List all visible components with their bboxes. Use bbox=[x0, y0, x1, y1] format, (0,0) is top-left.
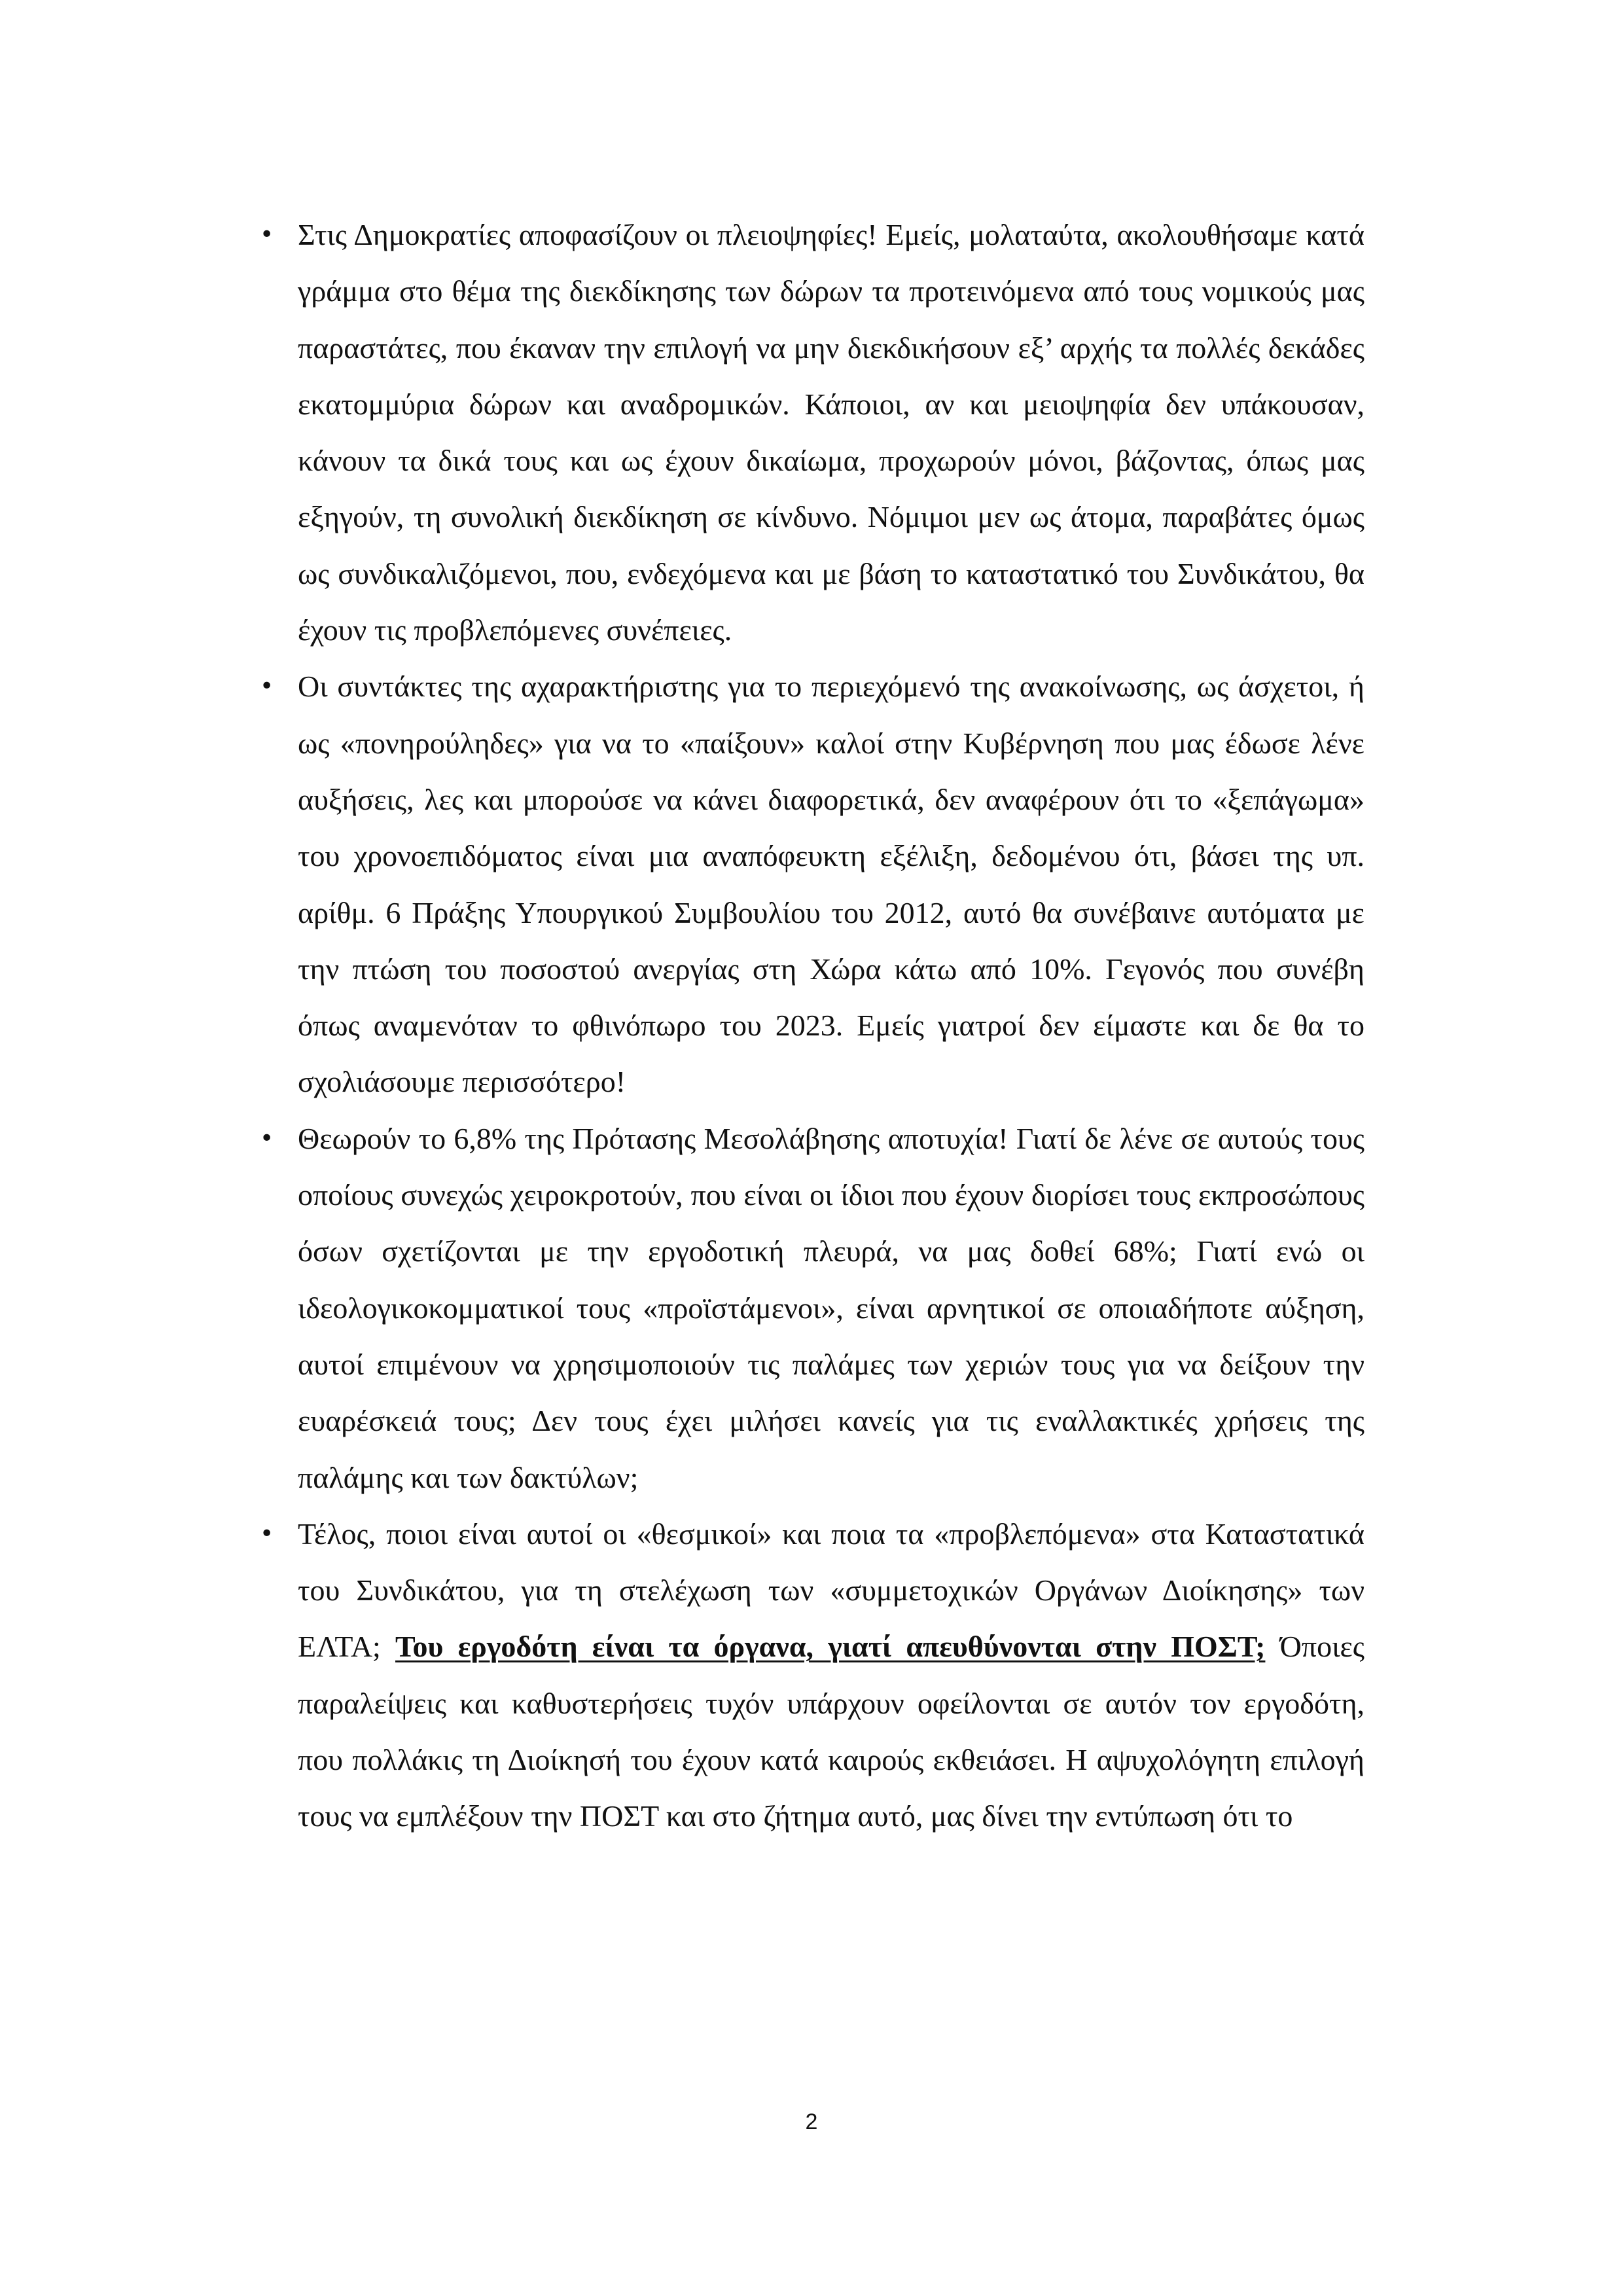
page-number: 2 bbox=[805, 2109, 818, 2134]
paragraph-announcement-authors: Οι συντάκτες της αχαρακτήριστης για το περιεχόμενό της ανακοίνωσης, ως άσχετοι, ή ως «πονηρούληδες» για να το «παίξουν» καλοί στην Κυβέρνηση που μας έδωσε λένε αυξήσεις, λες και μπορούσε να κάνει διαφορετικά, δεν αναφέρουν ότι το «ξεπάγωμα» του χρονοεπιδόματος είναι μια αναπόφευκτη εξέλιξη, δεδομένου ότι, βάσει της υπ. αρίθμ. 6 Πράξης Υπουργικού Συμβουλίου του 2012, αυτό θα συνέβαινε αυτόματα με την πτώση του ποσοστού ανεργίας στη Χώρα κάτω από 10%. Γεγονός που συνέβη όπως αναμενόταν το φθινόπωρο του 2023. Εμείς γιατροί δεν είμαστε και δε θα το σχολιάσουμε περισσότερο! bbox=[298, 670, 1364, 1099]
list-item bbox=[260, 1111, 1364, 1506]
bullet-icon: • bbox=[260, 673, 274, 700]
list-item bbox=[260, 1506, 1364, 1845]
paragraph-institutional-bodies bbox=[298, 1506, 1364, 1845]
bullet-icon: • bbox=[260, 1520, 274, 1547]
emphasized-question: Του εργοδότη είναι τα όργανα, γιατί απευθύνονται στην ΠΟΣΤ; bbox=[395, 1630, 1266, 1664]
paragraph-majorities: Στις Δημοκρατίες αποφασίζουν οι πλειοψηφίες! Εμείς, μολαταύτα, ακολουθήσαμε κατά γράμμα στο θέμα της διεκδίκησης των δώρων τα προτεινόμενα από τους νομικούς μας παραστάτες, που έκαναν την επιλογή να μην διεκδικήσουν εξ’ αρχής τα πολλές δεκάδες εκατομμύρια δώρων και αναδρομικών. Κάποιοι, αν και μειοψηφία δεν υπάκουσαν, κάνουν τα δικά τους και ως έχουν δικαίωμα, προχωρούν μόνοι, βάζοντας, όπως μας εξηγούν, τη συνολική διεκδίκηση σε κίνδυνο. Νόμιμοι μεν ως άτομα, παραβάτες όμως ως συνδικαλιζόμενοι, που, ενδεχόμενα και με βάση το καταστατικό του Συνδικάτου, θα έχουν τις προβλεπόμενες συνέπειες. bbox=[298, 218, 1364, 647]
document-body bbox=[260, 207, 1364, 1845]
paragraph-text-after: Όποιες παραλείψεις και καθυστερήσεις τυχόν υπάρχουν οφείλονται σε αυτόν τον εργοδότη, που πολλάκις τη Διοίκησή του έχουν κατά καιρούς εκθειάσει. Η αψυχολόγητη επιλογή τους να εμπλέξουν την ΠΟΣΤ και στο ζήτημα αυτό, μας δίνει την εντύπωση ότι το bbox=[298, 1630, 1364, 1833]
paragraph-mediation-proposal: Θεωρούν το 6,8% της Πρότασης Μεσολάβησης αποτυχία! Γιατί δε λένε σε αυτούς τους οποίους συνεχώς χειροκροτούν, που είναι οι ίδιοι που έχουν διορίσει τους εκπροσώπους όσων σχετίζονται με την εργοδοτική πλευρά, να μας δοθεί 68%; Γιατί ενώ οι ιδεολογικοκομματικοί τους «προϊστάμενοι», είναι αρνητικοί σε οποιαδήποτε αύξηση, αυτοί επιμένουν να χρησιμοποιούν τις παλάμες των χεριών τους για να δείξουν την ευαρέσκειά τους; Δεν τους έχει μιλήσει κανείς για τις εναλλακτικές χρήσεις της παλάμης και των δακτύλων; bbox=[298, 1121, 1364, 1494]
bullet-icon: • bbox=[260, 221, 274, 248]
list-item bbox=[260, 658, 1364, 1110]
bullet-icon: • bbox=[260, 1124, 274, 1152]
bullet-list bbox=[260, 207, 1364, 1845]
list-item bbox=[260, 207, 1364, 658]
paragraph-text-before: Τέλος, ποιοι είναι αυτοί οι «θεσμικοί» και ποια τα «προβλεπόμενα» στα Καταστατικά του Συνδικάτου, για τη στελέχωση των «συμμετοχικών Οργάνων Διοίκησης» των ΕΛΤΑ; bbox=[298, 1516, 1364, 1664]
